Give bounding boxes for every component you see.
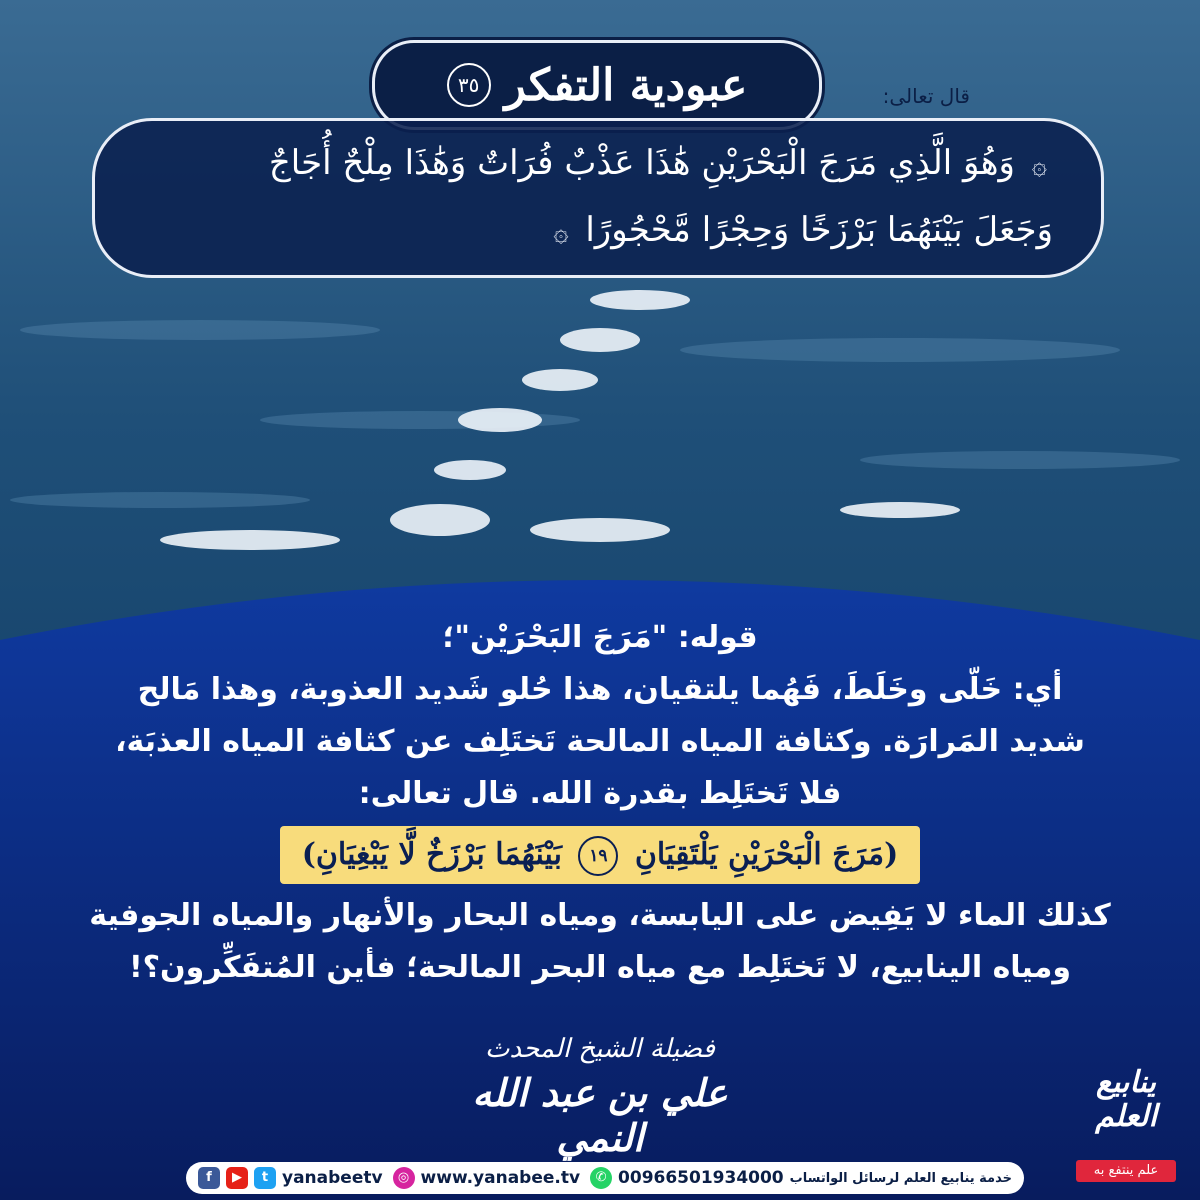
verse-text-2: وَجَعَلَ بَيْنَهُمَا بَرْزَخًا وَحِجْرًا مَّحْجُورًا (585, 210, 1053, 250)
whatsapp-number[interactable]: 00966501934000 (618, 1168, 784, 1188)
signature-title: فضيلة الشيخ المحدث (485, 1034, 715, 1064)
commentary-line-2: شديد المَرارَة. وكثافة المياه المالحة تَختَلِف عن كثافة المياه العذبَة، (115, 724, 1085, 759)
logo-tagline: علم ينتفع به (1076, 1160, 1176, 1182)
verse-text-1: وَهُوَ الَّذِي مَرَجَ الْبَحْرَيْنِ هَٰذَا عَذْبٌ فُرَاتٌ وَهَٰذَا مِلْحٌ أُجَاجٌ (268, 143, 1015, 183)
commentary-heading: قوله: "مَرَجَ البَحْرَيْن"؛ (442, 620, 758, 655)
intro-label: قال تعالى: (882, 84, 970, 108)
whatsapp-service-label: خدمة ينابيع العلم لرسائل الواتساب (789, 1170, 1012, 1186)
website-group (393, 1167, 581, 1189)
verse-box (92, 118, 1104, 278)
signature-name: علي بن عبد الله النمي (472, 1070, 728, 1160)
title-banner (372, 40, 822, 130)
verse-number-badge: ١٩ (578, 836, 618, 876)
facebook-icon[interactable]: f (198, 1167, 220, 1189)
twitter-icon[interactable]: t (254, 1167, 276, 1189)
commentary-line-4: كذلك الماء لا يَفِيض على اليابسة، ومياه البحار والأنهار والمياه الجوفية (89, 898, 1111, 933)
commentary-line-3: فلا تَختَلِط بقدرة الله. قال تعالى: (358, 776, 842, 811)
youtube-icon[interactable]: ▶ (226, 1167, 248, 1189)
ornament-icon: ۞ (1031, 151, 1047, 181)
yanabee-logo (1076, 1066, 1176, 1186)
social-group (198, 1167, 383, 1189)
quote-highlight (280, 826, 921, 884)
whatsapp-group (590, 1167, 1012, 1189)
logo-text: ينابيع العلم (1095, 1065, 1157, 1134)
verse-line-1 (143, 131, 1053, 198)
website-link[interactable]: www.yanabee.tv (420, 1168, 581, 1188)
social-handle[interactable]: yanabeetv (282, 1168, 383, 1188)
footer-bar (186, 1162, 1024, 1194)
commentary-line-1: أي: خَلّى وخَلَطَ، فَهُما يلتقيان، هذا حُلو شَديد العذوبة، وهذا مَالح (137, 672, 1063, 707)
commentary (60, 612, 1140, 994)
page-title: عبودية التفكر (504, 59, 748, 111)
signature (450, 1034, 750, 1160)
quote-part-2: بَيْنَهُمَا بَرْزَخٌ لَّا يَبْغِيَانِ) (301, 837, 562, 872)
whatsapp-icon[interactable]: ✆ (590, 1167, 612, 1189)
commentary-line-5: ومياه الينابيع، لا تَختَلِط مع مياه البحر المالحة؛ فأين المُتفَكِّرون؟! (128, 950, 1072, 985)
quote-part-1: (مَرَجَ الْبَحْرَيْنِ يَلْتَقِيَانِ (634, 837, 899, 872)
episode-number-badge: ٣٥ (447, 63, 491, 107)
verse-line-2 (143, 198, 1053, 265)
quote-highlight-wrap (60, 826, 1140, 884)
ornament-icon: ۞ (553, 218, 569, 248)
instagram-icon[interactable]: ◎ (393, 1167, 415, 1189)
